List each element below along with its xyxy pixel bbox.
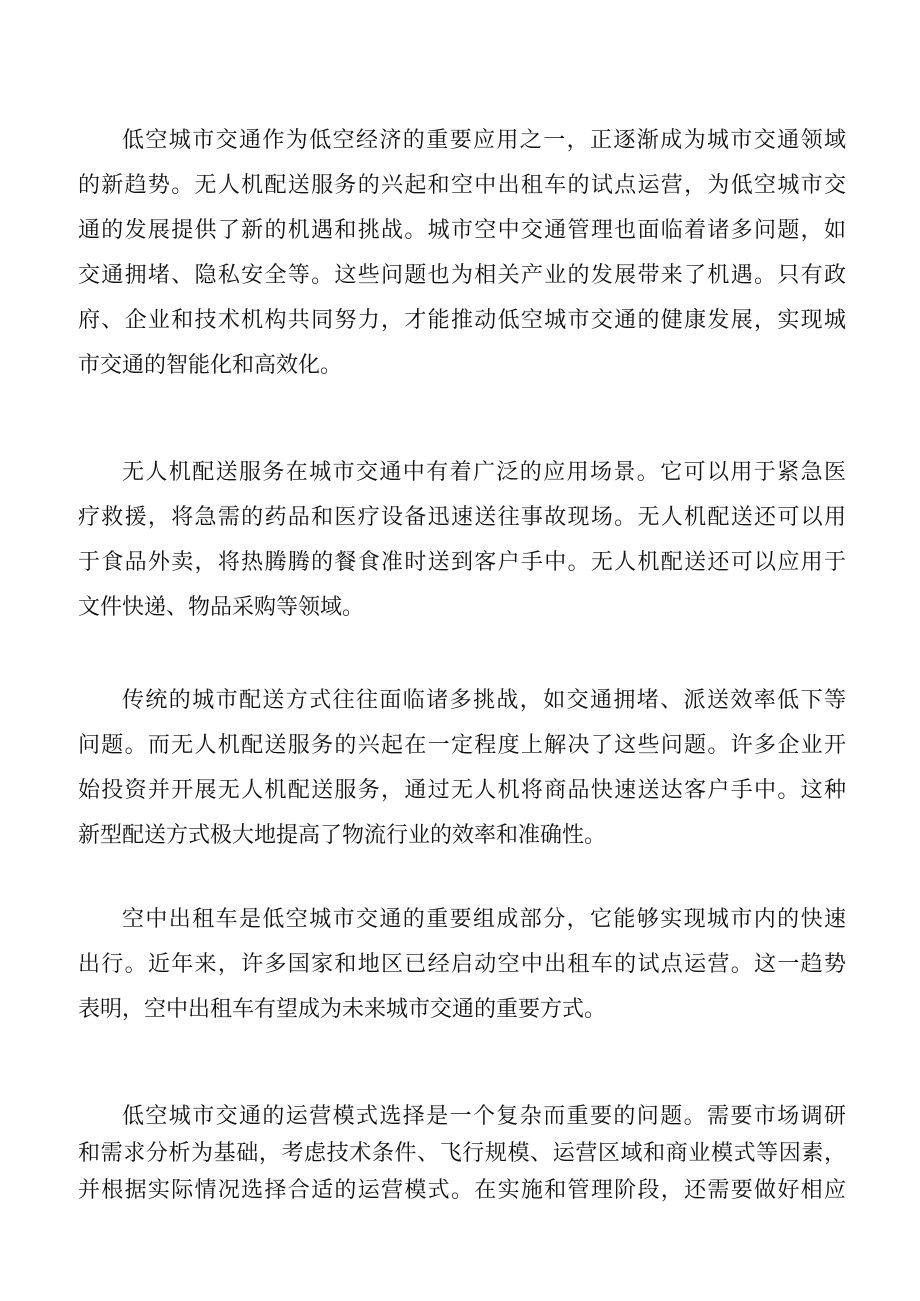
paragraph-line: 交通拥堵、隐私安全等。这些问题也为相关产业的发展带来了机遇。只有政 [78, 263, 846, 288]
paragraph-line: 疗救援，将急需的药品和医疗设备迅速送往事故现场。无人机配送还可以用 [78, 505, 846, 530]
paragraph-2 [78, 450, 846, 630]
paragraph-line: 空中出租车是低空城市交通的重要组成部分，它能够实现城市内的快速 [122, 907, 846, 932]
paragraph-line: 府、企业和技术机构共同努力，才能推动低空城市交通的健康发展，实现城 [78, 308, 846, 333]
paragraph-line: 问题。而无人机配送服务的兴起在一定程度上解决了这些问题。许多企业开 [78, 733, 846, 758]
paragraph-line: 低空城市交通作为低空经济的重要应用之一，正逐渐成为城市交通领域 [122, 128, 846, 153]
paragraph-line: 传统的城市配送方式往往面临诸多挑战，如交通拥堵、派送效率低下等 [122, 688, 846, 713]
paragraph-line: 和需求分析为基础，考虑技术条件、飞行规模、运营区域和商业模式等因素， [78, 1141, 846, 1166]
paragraph-1 [78, 118, 846, 388]
paragraph-line: 出行。近年来，许多国家和地区已经启动空中出租车的试点运营。这一趋势 [78, 952, 846, 977]
paragraph-line: 市交通的智能化和高效化。 [78, 353, 343, 378]
paragraph-line: 于食品外卖，将热腾腾的餐食准时送到客户手中。无人机配送还可以应用于 [78, 550, 846, 575]
paragraph-4 [78, 897, 846, 1032]
paragraph-line: 低空城市交通的运营模式选择是一个复杂而重要的问题。需要市场调研 [122, 1104, 846, 1129]
paragraph-line: 无人机配送服务在城市交通中有着广泛的应用场景。它可以用于紧急医 [122, 460, 846, 485]
paragraph-line: 表明，空中出租车有望成为未来城市交通的重要方式。 [78, 997, 607, 1022]
paragraph-line: 新型配送方式极大地提高了物流行业的效率和准确性。 [78, 823, 607, 848]
paragraph-line: 并根据实际情况选择合适的运营模式。在实施和管理阶段，还需要做好相应 [78, 1178, 846, 1203]
paragraph-3 [78, 678, 846, 858]
paragraph-line: 的新趋势。无人机配送服务的兴起和空中出租车的试点运营，为低空城市交 [78, 173, 846, 198]
paragraph-line: 始投资并开展无人机配送服务，通过无人机将商品快速送达客户手中。这种 [78, 778, 846, 803]
paragraph-5 [78, 1098, 846, 1209]
paragraph-line: 文件快递、物品采购等领域。 [78, 595, 365, 620]
paragraph-line: 通的发展提供了新的机遇和挑战。城市空中交通管理也面临着诸多问题，如 [78, 218, 846, 243]
